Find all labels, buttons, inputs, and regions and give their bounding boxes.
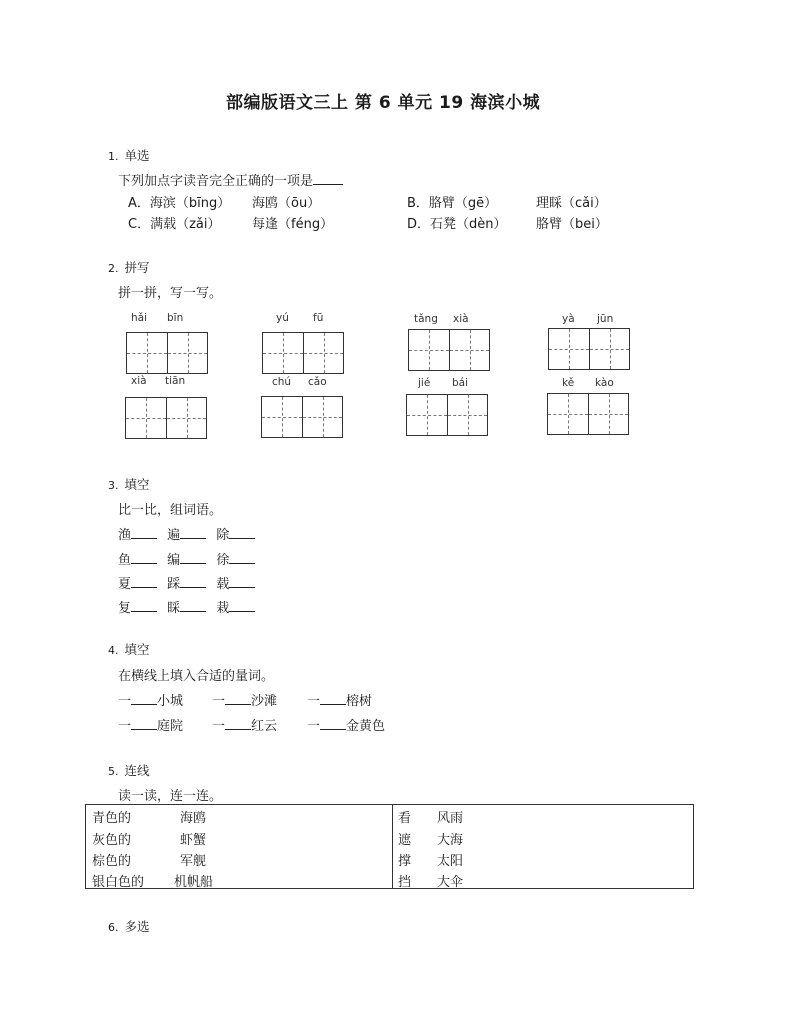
option-a[interactable]: A．海滨（bīng） [128, 196, 231, 211]
measure-item [118, 715, 183, 734]
char: 徐 [216, 553, 230, 568]
writing-grid[interactable] [126, 332, 208, 374]
answer-blank[interactable] [229, 526, 255, 539]
pinyin-label: fū [313, 312, 324, 324]
char: 除 [216, 528, 230, 543]
match-left-a[interactable]: 青色的 [92, 811, 132, 826]
question-type: 单选 [124, 148, 150, 163]
answer-blank[interactable] [320, 717, 346, 730]
question-number: 4. [108, 644, 119, 657]
question-1-header [108, 146, 150, 164]
pinyin-label: kě [562, 377, 575, 389]
option-b[interactable]: B．胳臂（gē） [407, 196, 498, 211]
match-right-a[interactable]: 挡 [398, 875, 412, 890]
writing-grid[interactable] [408, 329, 490, 371]
answer-blank[interactable] [225, 692, 251, 705]
question-3-stem: 比一比，组词语。 [118, 503, 223, 518]
pinyin-label: yà [562, 313, 575, 325]
question-1-stem [118, 170, 343, 189]
match-right-a[interactable]: 撑 [398, 854, 412, 869]
question-2-stem: 拼一拼，写一写。 [118, 286, 223, 301]
question-number: 1. [108, 150, 119, 163]
match-right-b[interactable]: 风雨 [437, 811, 464, 826]
pinyin-label: chú [272, 376, 292, 388]
question-2-header [108, 258, 150, 276]
writing-grid[interactable] [125, 397, 207, 439]
pinyin-label: jié [418, 377, 431, 389]
question-type: 填空 [124, 642, 150, 657]
answer-blank[interactable] [180, 551, 206, 564]
match-left-a[interactable]: 灰色的 [92, 833, 132, 848]
pinyin-label: xià [131, 375, 147, 387]
answer-blank[interactable] [180, 575, 206, 588]
char: 渔 [118, 528, 132, 543]
char: 遍 [167, 528, 181, 543]
measure-item [118, 690, 183, 709]
char: 载 [216, 577, 230, 592]
measure-item [307, 690, 372, 709]
question-number: 2. [108, 262, 119, 275]
question-4-header [108, 640, 150, 658]
option-d[interactable]: D．石凳（dèn） [407, 217, 507, 232]
answer-blank[interactable] [229, 551, 255, 564]
question-number: 3. [108, 479, 119, 492]
answer-blank[interactable] [180, 526, 206, 539]
measure-item [212, 715, 277, 734]
char: 复 [118, 601, 132, 616]
match-right-a[interactable]: 遮 [398, 833, 412, 848]
noun: 庭院 [157, 719, 184, 734]
prefix: 一 [212, 694, 226, 709]
word-row [118, 573, 255, 592]
question-4-stem: 在横线上填入合适的量词。 [118, 669, 275, 684]
char: 编 [167, 553, 181, 568]
writing-grid[interactable] [262, 332, 344, 374]
answer-blank[interactable] [131, 575, 157, 588]
prefix: 一 [118, 719, 132, 734]
table-divider [392, 805, 393, 888]
question-5-header [108, 761, 150, 779]
answer-blank[interactable] [131, 526, 157, 539]
writing-grid[interactable] [406, 394, 488, 436]
word-row [118, 549, 255, 568]
stem-text: 下列加点字读音完全正确的一项是 [118, 174, 314, 189]
option-c[interactable]: C．满载（zǎi） [128, 217, 221, 232]
pinyin-label: xià [453, 313, 469, 325]
noun: 沙滩 [251, 694, 278, 709]
match-left-b[interactable]: 军舰 [180, 854, 207, 869]
question-type: 拼写 [124, 260, 150, 275]
pinyin-label: tiān [165, 375, 186, 387]
answer-blank[interactable] [131, 551, 157, 564]
pinyin-label: bīn [167, 312, 184, 324]
char: 栽 [216, 601, 230, 616]
writing-grid[interactable] [547, 393, 629, 435]
prefix: 一 [307, 694, 321, 709]
match-right-b[interactable]: 大海 [437, 833, 464, 848]
answer-blank[interactable] [320, 692, 346, 705]
char: 踩 [167, 577, 181, 592]
question-number: 5. [108, 765, 119, 778]
match-right-b[interactable]: 大伞 [437, 875, 464, 890]
answer-blank[interactable] [313, 172, 343, 185]
match-left-b[interactable]: 海鸥 [180, 811, 207, 826]
question-type: 连线 [124, 763, 150, 778]
writing-grid[interactable] [548, 328, 630, 370]
pinyin-label: tǎng [414, 313, 438, 325]
match-left-b[interactable]: 机帆船 [174, 875, 214, 890]
match-left-b[interactable]: 虾蟹 [180, 833, 207, 848]
match-left-a[interactable]: 银白色的 [92, 875, 145, 890]
noun: 红云 [251, 719, 278, 734]
pinyin-label: yú [276, 312, 289, 324]
word-row [118, 524, 255, 543]
noun: 金黄色 [346, 719, 386, 734]
answer-blank[interactable] [225, 717, 251, 730]
measure-item [212, 690, 277, 709]
option-b-second: 理睬（cǎi） [536, 196, 607, 211]
answer-blank[interactable] [131, 692, 157, 705]
prefix: 一 [307, 719, 321, 734]
measure-item [307, 715, 385, 734]
question-5-stem: 读一读，连一连。 [118, 789, 223, 804]
pinyin-label: bái [452, 377, 469, 389]
match-right-b[interactable]: 太阳 [437, 854, 464, 869]
pinyin-label: cǎo [308, 376, 327, 388]
answer-blank[interactable] [229, 599, 255, 612]
match-left-a[interactable]: 棕色的 [92, 854, 132, 869]
answer-blank[interactable] [229, 575, 255, 588]
writing-grid[interactable] [261, 396, 343, 438]
question-type: 多选 [124, 919, 150, 934]
prefix: 一 [118, 694, 132, 709]
word-row [118, 597, 255, 616]
answer-blank[interactable] [180, 599, 206, 612]
answer-blank[interactable] [131, 717, 157, 730]
question-type: 填空 [124, 477, 150, 492]
char: 睬 [167, 601, 181, 616]
pinyin-label: jūn [597, 313, 614, 325]
option-a-second: 海鸥（ōu） [252, 196, 321, 211]
answer-blank[interactable] [131, 599, 157, 612]
question-3-header [108, 475, 150, 493]
option-c-second: 每逢（féng） [252, 217, 334, 232]
match-right-a[interactable]: 看 [398, 811, 412, 826]
char: 鱼 [118, 553, 132, 568]
noun: 榕树 [346, 694, 373, 709]
option-d-second: 胳臂（bei） [536, 217, 608, 232]
question-6-header [108, 917, 150, 935]
pinyin-label: hǎi [131, 312, 148, 324]
pinyin-label: kào [595, 377, 614, 389]
char: 夏 [118, 577, 132, 592]
prefix: 一 [212, 719, 226, 734]
page-title: 部编版语文三上 第 6 单元 19 海滨小城 [226, 93, 541, 113]
question-number: 6. [108, 921, 119, 934]
noun: 小城 [157, 694, 184, 709]
